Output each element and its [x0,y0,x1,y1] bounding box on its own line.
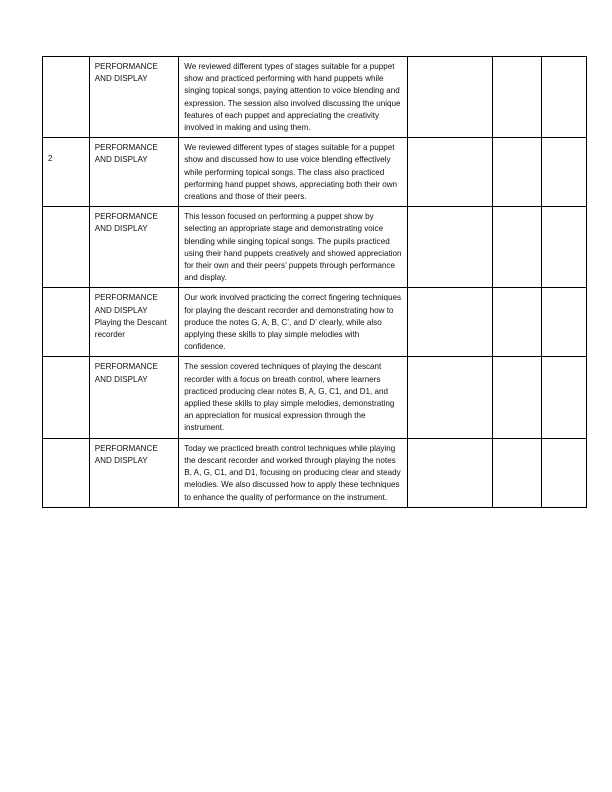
topic-cell [89,357,178,438]
topic-line: AND DISPLAY [94,224,148,234]
evaluation-cell [408,438,493,507]
table-row [43,288,587,357]
description-cell: We reviewed different types of stages suitable for a puppet show and practiced performing with hand puppets while singing topical songs, paying attention to voice blending and expression. The session also involved discussing the unique features of each puppet and appreciating the creativity involved in making and using them. [179,57,408,138]
table-row [43,138,587,207]
evaluation-cell [408,288,493,357]
signature-cell [542,57,587,138]
week-cell [43,207,90,288]
signature-cell [542,288,587,357]
description-cell: Today we practiced breath control techniques while playing the descant recorder and worked through playing the notes B, A, G, C1, and D1, focusing on producing clear and steady melodies. We also discussed how to apply these techniques to enhance the quality of performance on the instrument. [179,438,408,507]
evaluation-cell [408,207,493,288]
topic-line: AND DISPLAY [94,374,148,384]
description-cell: Our work involved practicing the correct fingering techniques for playing the descant recorder and demonstrating how to produce the notes G, A, B, C’, and D’ clearly, while also applying these skills to play simple melodies with confidence. [179,288,408,357]
topic-line: recorder [94,330,125,340]
week-cell: 2 [43,138,90,207]
week-cell [43,438,90,507]
topic-cell [89,57,178,138]
topic-cell [89,288,178,357]
table-row [43,207,587,288]
signature-cell [542,138,587,207]
evaluation-cell [408,357,493,438]
remarks-cell [493,357,542,438]
topic-line: PERFORMANCE [94,293,158,303]
remarks-cell [493,207,542,288]
table-row [43,357,587,438]
remarks-cell [493,288,542,357]
topic-line: PERFORMANCE [94,62,158,71]
topic-line: PERFORMANCE [94,212,158,222]
table-body [43,57,587,508]
remarks-cell [493,138,542,207]
topic-line: Playing the Descant [94,317,167,327]
remarks-cell [493,438,542,507]
topic-line: AND DISPLAY [94,155,148,165]
lesson-record-table [42,56,587,508]
table-row [43,57,587,138]
topic-cell [89,207,178,288]
week-cell [43,357,90,438]
week-cell [43,57,90,138]
description-cell: The session covered techniques of playing the descant recorder with a focus on breath control, where learners practiced producing clear notes B, A, G, C1, and D1, and applied these skills to play simple melodies, demonstrating an appreciation for musical expression through the instrument. [179,357,408,438]
signature-cell [542,357,587,438]
table-row [43,438,587,507]
topic-line: PERFORMANCE [94,443,158,453]
week-cell [43,288,90,357]
evaluation-cell [408,138,493,207]
topic-cell [89,138,178,207]
topic-line: PERFORMANCE [94,362,158,372]
description-cell: We reviewed different types of stages suitable for a puppet show and discussed how to use voice blending effectively while performing topical songs. The class also practiced performing hand puppet shows, appreciating both their own creations and those of their peers. [179,138,408,207]
remarks-cell [493,57,542,138]
signature-cell [542,438,587,507]
evaluation-cell [408,57,493,138]
description-cell: This lesson focused on performing a puppet show by selecting an appropriate stage and demonstrating voice blending while singing topical songs. The pupils practiced using their hand puppets creatively and showed appreciation for their own and their peers’ puppets through performance and display. [179,207,408,288]
topic-line: PERFORMANCE [94,143,158,153]
topic-line: AND DISPLAY [94,455,148,465]
topic-cell [89,438,178,507]
topic-line: AND DISPLAY [94,74,148,84]
topic-line: AND DISPLAY [94,305,148,315]
signature-cell [542,207,587,288]
